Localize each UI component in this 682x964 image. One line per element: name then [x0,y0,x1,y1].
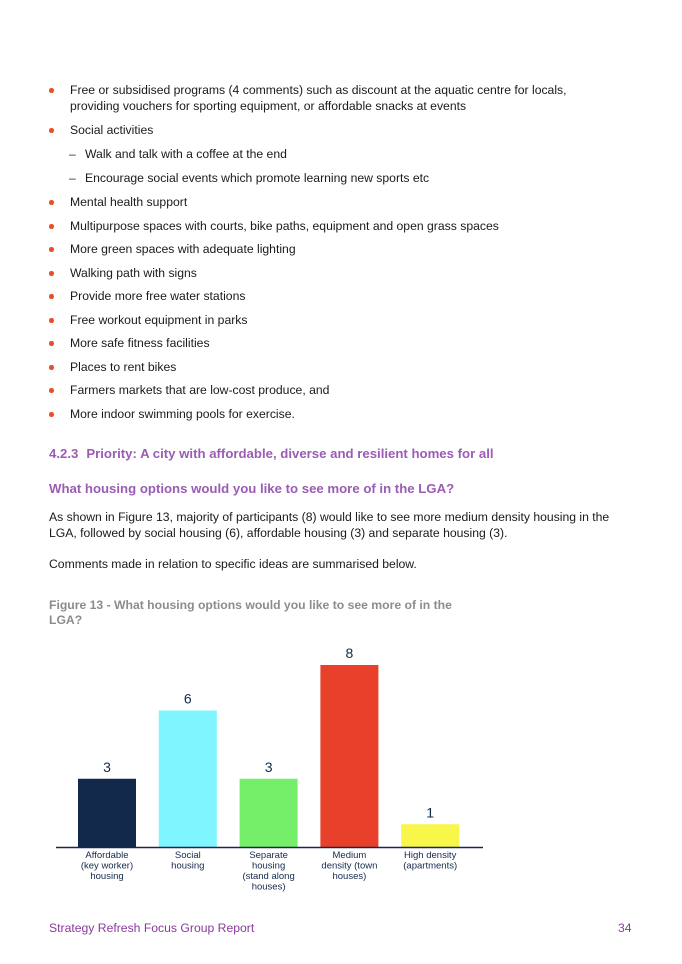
summary-line-2: LGA, followed by social housing (6), affordable housing (3) and separate housing (3). [49,526,508,540]
list-item-line: Multipurpose spaces with courts, bike paths, equipment and open grass spaces [70,219,499,233]
category-label: housing [171,860,205,872]
footer-report-title: Strategy Refresh Focus Group Report [49,921,255,935]
bar [401,824,459,847]
summary-line-1: As shown in Figure 13, majority of participants (8) would like to see more medium density housing in the [49,510,610,524]
category-label: Social [174,850,201,861]
data-label: 3 [103,758,111,775]
list-item-line: Provide more free water stations [70,289,246,303]
category-label: density (town [321,860,378,872]
list-item-line: Encourage social events which promote learning new sports etc [85,171,430,185]
bar [78,779,136,847]
category-label: Separate [249,850,288,861]
category-label: houses) [332,871,367,882]
list-item-line: More green spaces with adequate lighting [70,242,296,256]
comments-intro: Comments made in relation to specific ideas are summarised below. [49,557,417,571]
category-label: (stand along [242,871,295,882]
figure-title-line-1: Figure 13 - What housing options would you like to see more of in the [49,598,452,612]
section-question: What housing options would you like to see more of in the LGA? [49,481,455,496]
category-label: Affordable [85,850,129,861]
list-item-line: More safe fitness facilities [70,336,210,350]
list-item-line: Free or subsidised programs (4 comments) such as discount at the aquatic centre for locals, [70,83,567,97]
sub-bullet-dash: – [69,147,76,161]
category-label: (key worker) [80,860,134,872]
category-label: (apartments) [403,860,458,872]
list-item-line: Free workout equipment in parks [70,313,248,327]
list-item-line: providing vouchers for sporting equipment, or affordable snacks at events [70,99,467,113]
category-label: housing [251,860,286,872]
list-item-line: More indoor swimming pools for exercise. [70,407,295,421]
sub-bullet-dash: – [69,171,76,185]
list-item-line: Places to rent bikes [70,360,177,374]
section-heading: 4.2.3 Priority: A city with affordable, diverse and resilient homes for all [49,446,494,461]
list-item-line: Walking path with signs [70,266,197,280]
list-item-line: Walk and talk with a coffee at the end [85,147,287,161]
page-number: 34 [618,921,632,935]
data-label: 1 [426,804,435,821]
data-label: 3 [264,758,273,775]
category-label: housing [90,871,124,882]
list-item-line: Mental health support [70,195,188,209]
data-label: 8 [345,645,354,661]
data-label: 6 [183,690,192,707]
bar [320,665,378,847]
category-label: houses) [251,881,286,893]
list-item-line: Social activities [70,123,154,137]
bar [159,711,217,848]
bar [240,779,298,847]
figure-title-line-2: LGA? [49,612,83,627]
list-item-line: Farmers markets that are low-cost produce, and [70,383,330,397]
category-label: Medium [332,850,367,861]
category-label: High density [404,850,457,861]
